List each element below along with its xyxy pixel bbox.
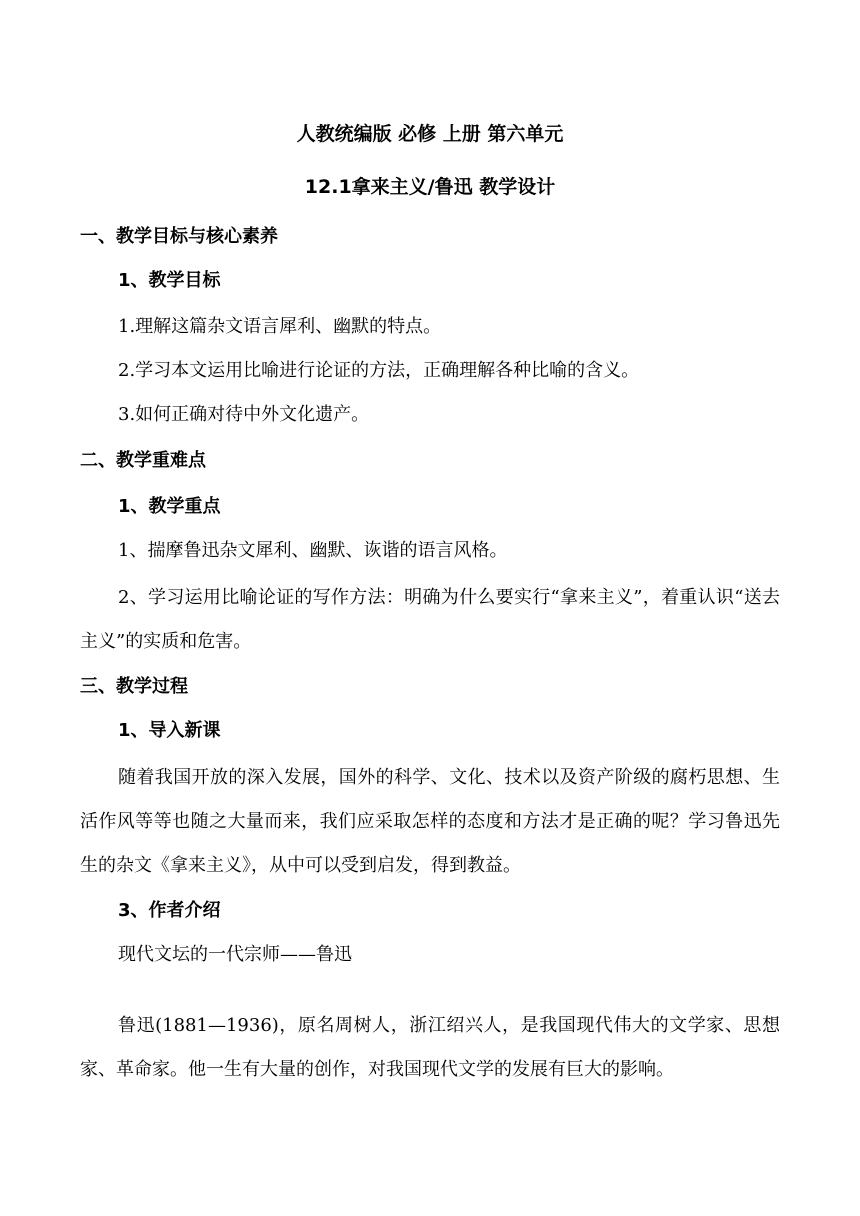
document-title-lesson: 12.1拿来主义/鲁迅 教学设计 xyxy=(304,176,556,198)
author-subtitle: 现代文坛的一代宗师——鲁迅 xyxy=(118,944,352,965)
subheading-introduction: 1、导入新课 xyxy=(118,720,221,741)
subheading-teaching-goals: 1、教学目标 xyxy=(118,270,221,291)
focus-item-2: 2、学习运用比喻论证的写作方法：明确为什么要实行“拿来主义”，着重认识“送去主义”的实质和危害。 xyxy=(80,587,780,652)
goal-item-1: 1.理解这篇杂文语言犀利、幽默的特点。 xyxy=(118,316,442,337)
introduction-paragraph: 随着我国开放的深入发展，国外的科学、文化、技术以及资产阶级的腐朽思想、生活作风等等也随之大量而来，我们应采取怎样的态度和方法才是正确的呢？学习鲁迅先生的杂文《拿来主义》，从中可以受到启发，得到教益。 xyxy=(80,767,780,876)
focus-item-1: 1、揣摩鲁迅杂文犀利、幽默、诙谐的语言风格。 xyxy=(118,540,508,561)
section-heading-objectives: 一、教学目标与核心素养 xyxy=(80,226,278,247)
section-heading-key-points: 二、教学重难点 xyxy=(80,450,206,471)
author-paragraph: 鲁迅(1881—1936)，原名周树人，浙江绍兴人，是我国现代伟大的文学家、思想家、革命家。他一生有大量的创作，对我国现代文学的发展有巨大的影响。 xyxy=(80,1015,780,1080)
subheading-author-intro: 3、作者介绍 xyxy=(118,900,221,921)
subheading-teaching-focus: 1、教学重点 xyxy=(118,496,221,517)
section-heading-process: 三、教学过程 xyxy=(80,676,188,697)
goal-item-2: 2.学习本文运用比喻进行论证的方法，正确理解各种比喻的含义。 xyxy=(118,360,640,381)
goal-item-3: 3.如何正确对待中外文化遗产。 xyxy=(118,404,370,425)
document-title-series: 人教统编版 必修 上册 第六单元 xyxy=(296,123,564,145)
